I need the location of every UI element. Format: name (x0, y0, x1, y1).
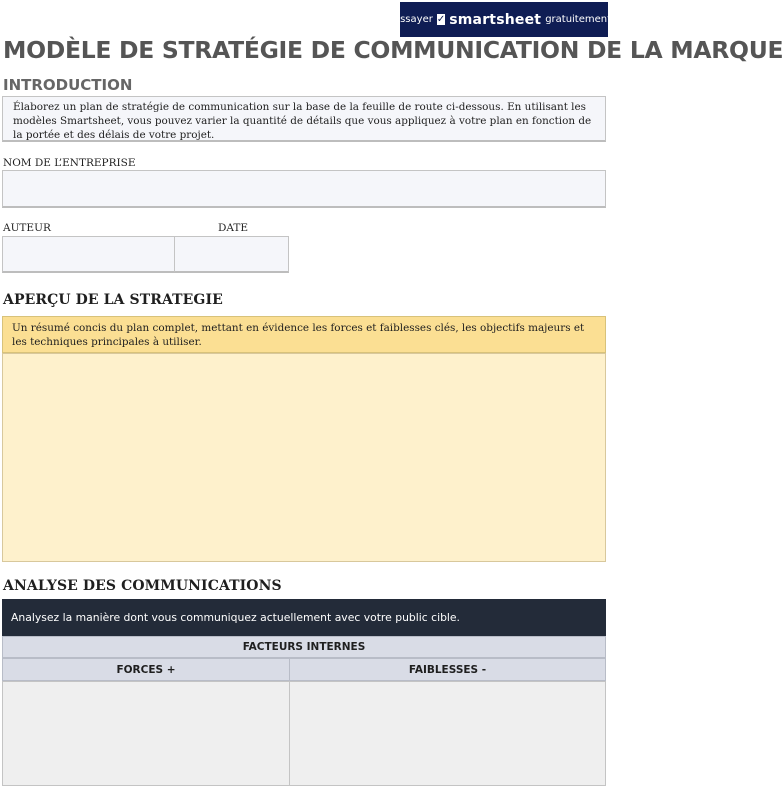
banner-suffix: gratuitement. (545, 14, 615, 25)
weaknesses-cell[interactable] (289, 681, 606, 786)
try-smartsheet-banner[interactable] (393, 2, 615, 37)
company-name-label: NOM DE L’ENTREPRISE (3, 157, 136, 169)
date-label: DATE (218, 222, 249, 234)
date-field[interactable] (174, 236, 289, 273)
strengths-header: FORCES + (2, 658, 290, 681)
internal-factors-header: FACTEURS INTERNES (2, 636, 606, 658)
page-title: MODÈLE DE STRATÉGIE DE COMMUNICATION DE LA MARQUE (3, 36, 783, 64)
strategy-description: Un résumé concis du plan complet, mettant en évidence les forces et faiblesses clés, les objectifs majeurs et les techniques principales à utiliser. (2, 316, 606, 353)
weaknesses-header: FAIBLESSES - (289, 658, 606, 681)
author-field[interactable] (2, 236, 175, 273)
author-label: AUTEUR (3, 222, 51, 234)
strengths-cell[interactable] (2, 681, 290, 786)
introduction-text: Élaborez un plan de stratégie de communication sur la base de la feuille de route ci-dessous. En utilisant les modèles Smartsheet, vous pouvez varier la quantité de détails que vous appliquez à votre plan en fonction de la portée et des délais de votre projet. (2, 96, 606, 142)
introduction-heading: INTRODUCTION (3, 76, 133, 94)
strategy-content-area[interactable] (2, 353, 606, 562)
communications-description: Analysez la manière dont vous communiquez actuellement avec votre public cible. (2, 599, 606, 636)
communications-heading: ANALYSE DES COMMUNICATIONS (3, 578, 282, 594)
smartsheet-check-icon: ✓ (436, 14, 446, 25)
company-name-field[interactable] (2, 170, 606, 208)
strategy-heading: APERÇU DE LA STRATEGIE (3, 292, 223, 308)
banner-brand: smartsheet (449, 11, 542, 28)
banner-prefix: Essayer (393, 14, 433, 25)
